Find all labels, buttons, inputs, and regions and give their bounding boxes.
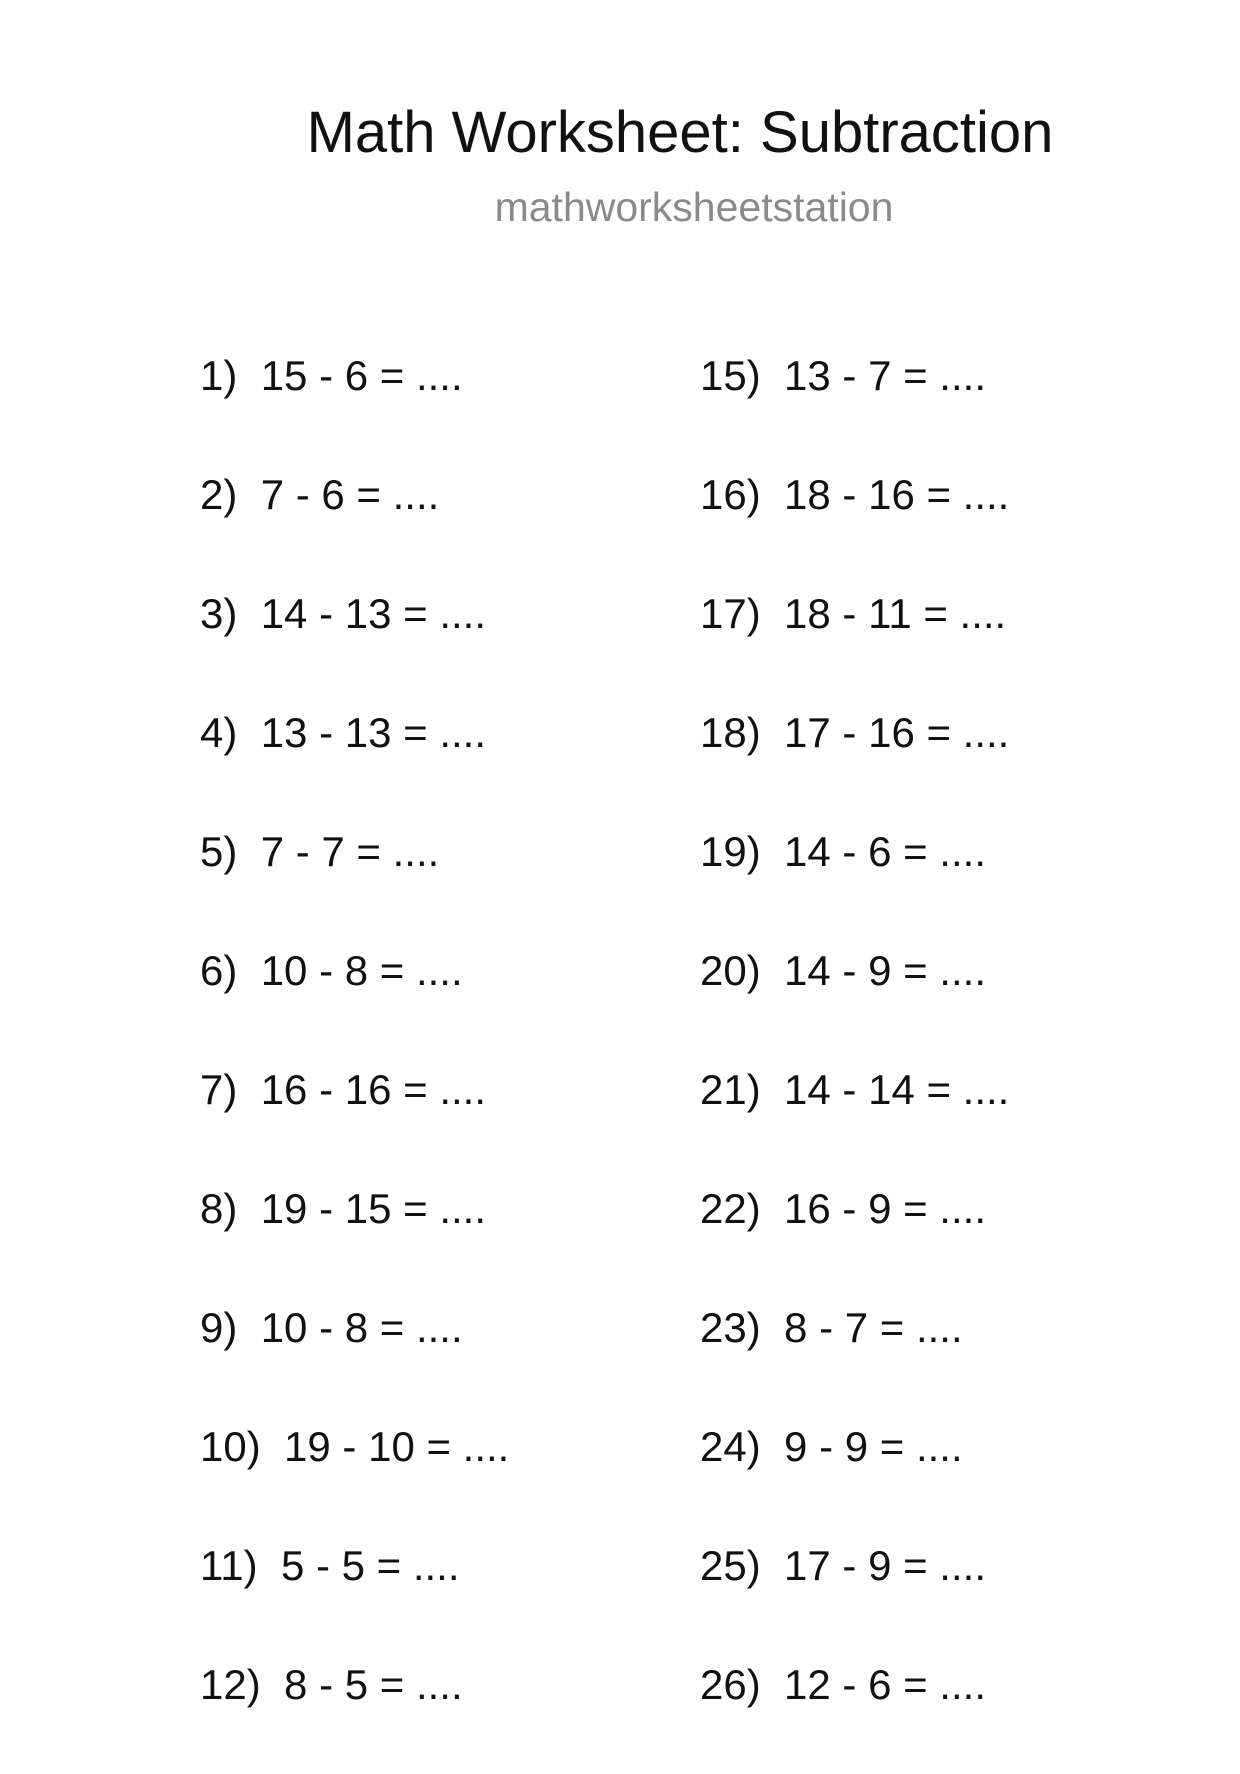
problem-number: 25) xyxy=(700,1542,761,1589)
problem-expression: 14 - 14 = .... xyxy=(784,1066,1010,1113)
problem-number: 15) xyxy=(700,352,761,399)
problems-right-column xyxy=(700,346,1009,1774)
problem-number: 17) xyxy=(700,590,761,637)
problem-item xyxy=(700,1536,1009,1655)
worksheet-subtitle: mathworksheetstation xyxy=(494,184,894,230)
problem-item xyxy=(200,822,509,941)
problem-number: 4) xyxy=(200,709,238,756)
problem-expression: 17 - 9 = .... xyxy=(784,1542,986,1589)
problem-item xyxy=(700,346,1009,465)
problem-item xyxy=(200,941,509,1060)
problem-expression: 16 - 16 = .... xyxy=(260,1066,487,1113)
problem-expression: 13 - 7 = .... xyxy=(784,352,986,399)
problem-expression: 16 - 9 = .... xyxy=(784,1185,986,1232)
problem-number: 23) xyxy=(700,1304,761,1351)
problem-number: 16) xyxy=(700,471,761,518)
problem-expression: 19 - 10 = .... xyxy=(284,1423,510,1470)
problem-expression: 7 - 7 = .... xyxy=(260,828,440,875)
problem-number: 20) xyxy=(700,947,761,994)
problem-expression: 13 - 13 = .... xyxy=(260,709,487,756)
problem-item xyxy=(200,1655,509,1774)
problem-item xyxy=(700,465,1009,584)
problem-number: 21) xyxy=(700,1066,761,1113)
problem-item xyxy=(700,822,1009,941)
problem-expression: 5 - 5 = .... xyxy=(280,1542,460,1589)
problem-item xyxy=(700,584,1009,703)
problem-expression: 8 - 7 = .... xyxy=(784,1304,963,1351)
problems-left-column xyxy=(200,346,509,1774)
problem-number: 11) xyxy=(200,1542,258,1589)
problem-number: 10) xyxy=(200,1423,261,1470)
worksheet-title: Math Worksheet: Subtraction xyxy=(306,100,1054,165)
problem-number: 26) xyxy=(700,1661,761,1708)
problem-number: 24) xyxy=(700,1423,761,1470)
problem-number: 2) xyxy=(200,471,238,518)
problem-item xyxy=(700,1417,1009,1536)
problem-expression: 19 - 15 = .... xyxy=(260,1185,487,1232)
problem-item xyxy=(200,1298,509,1417)
problem-expression: 14 - 13 = .... xyxy=(260,590,487,637)
problem-expression: 12 - 6 = .... xyxy=(784,1661,986,1708)
problem-expression: 10 - 8 = .... xyxy=(260,947,463,994)
problem-number: 18) xyxy=(700,709,761,756)
problem-expression: 18 - 16 = .... xyxy=(784,471,1010,518)
problem-expression: 15 - 6 = .... xyxy=(260,352,463,399)
problem-item xyxy=(200,1060,509,1179)
problem-number: 9) xyxy=(200,1304,238,1351)
problem-item xyxy=(700,941,1009,1060)
problem-item xyxy=(700,1060,1009,1179)
problem-item xyxy=(200,584,509,703)
problem-expression: 17 - 16 = .... xyxy=(784,709,1010,756)
problem-expression: 9 - 9 = .... xyxy=(784,1423,963,1470)
problem-number: 1) xyxy=(200,352,238,399)
problem-item xyxy=(700,1655,1009,1774)
problem-expression: 18 - 11 = .... xyxy=(784,590,1007,637)
problem-expression: 7 - 6 = .... xyxy=(260,471,440,518)
problem-item xyxy=(700,1298,1009,1417)
problem-item xyxy=(200,1536,509,1655)
problem-item xyxy=(200,465,509,584)
problem-item xyxy=(200,1417,509,1536)
problem-number: 22) xyxy=(700,1185,761,1232)
problem-number: 5) xyxy=(200,828,238,875)
problem-number: 19) xyxy=(700,828,761,875)
problem-item xyxy=(700,1179,1009,1298)
problem-item xyxy=(200,703,509,822)
problem-expression: 8 - 5 = .... xyxy=(284,1661,463,1708)
problem-expression: 14 - 9 = .... xyxy=(784,947,986,994)
problem-item xyxy=(200,1179,509,1298)
problem-number: 3) xyxy=(200,590,238,637)
problem-number: 7) xyxy=(200,1066,238,1113)
problem-expression: 10 - 8 = .... xyxy=(260,1304,463,1351)
problem-number: 8) xyxy=(200,1185,238,1232)
problem-item xyxy=(700,703,1009,822)
problem-item xyxy=(200,346,509,465)
problem-expression: 14 - 6 = .... xyxy=(784,828,986,875)
problem-number: 6) xyxy=(200,947,238,994)
problem-number: 12) xyxy=(200,1661,261,1708)
